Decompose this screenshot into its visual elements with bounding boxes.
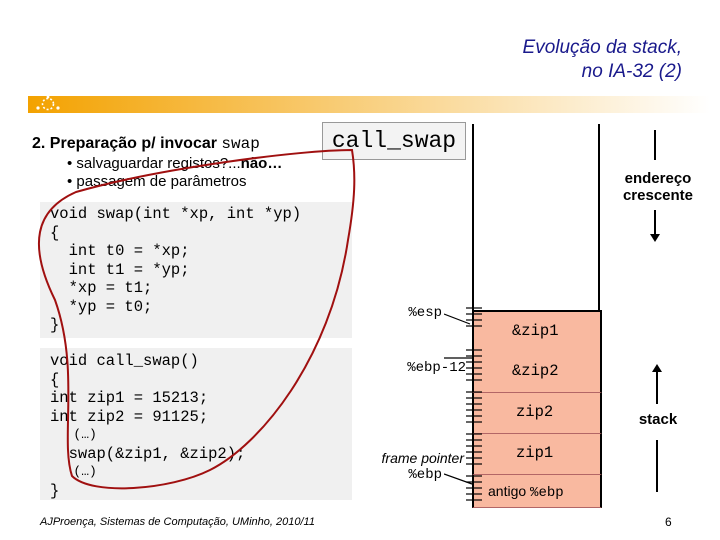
call-swap-label: call_swap xyxy=(322,122,466,160)
code-line: void swap(int *xp, int *yp) xyxy=(50,205,302,223)
slide-title xyxy=(523,36,682,84)
code-line: (…) xyxy=(50,427,97,442)
code-line: { xyxy=(50,370,60,389)
title-line2-paren: (2) xyxy=(658,61,682,82)
code-line: int t1 = *yp; xyxy=(50,260,190,279)
code-block-call-swap xyxy=(40,348,352,500)
bullet-save-registers xyxy=(67,155,282,172)
title-line1: Evolução da stack, xyxy=(522,37,682,58)
bullet-1-text: • salvaguardar registos?... xyxy=(67,155,241,172)
stack-label: stack xyxy=(638,411,678,428)
code-line: int t0 = *xp; xyxy=(50,242,190,260)
stack-growth-arrow-icon xyxy=(647,362,667,502)
title-line2 xyxy=(523,60,682,84)
old-ebp-code: %ebp xyxy=(530,485,564,501)
esp-label: %esp xyxy=(408,305,442,321)
header-banner xyxy=(28,96,710,113)
code-line: (…) xyxy=(50,464,97,479)
code-line: *yp = t0; xyxy=(50,297,153,316)
section-heading-code: swap xyxy=(221,135,260,153)
ebp-label: %ebp xyxy=(408,467,442,483)
address-label-line2: crescente xyxy=(622,187,694,204)
stack-right-border xyxy=(598,124,600,310)
stack-cell-label: &zip2 xyxy=(512,362,559,380)
stack-cell-zip1-addr xyxy=(472,310,602,353)
bullet-parameter-passing xyxy=(67,173,247,190)
bullet-2-text: • passagem de parâmetros xyxy=(67,173,247,190)
address-label xyxy=(608,170,708,204)
stack-cell-label: &zip1 xyxy=(512,322,559,340)
old-ebp-text: antigo xyxy=(488,483,531,499)
stack-cell-label xyxy=(488,483,564,501)
stack-cell-zip2 xyxy=(472,393,602,434)
section-heading-text: 2. Preparação p/ invocar xyxy=(32,135,222,152)
stack-cell-label: zip2 xyxy=(516,403,554,421)
code-line: *xp = t1; xyxy=(50,279,153,297)
code-line: } xyxy=(50,316,60,334)
code-line: int zip2 = 91125; xyxy=(50,407,209,426)
code-line: int zip1 = 15213; xyxy=(50,389,209,407)
code-line: } xyxy=(50,481,60,500)
code-line: { xyxy=(50,223,60,242)
logo-icon xyxy=(34,95,62,113)
bullet-1-bold: não… xyxy=(240,155,283,172)
frame-pointer-label: frame pointer xyxy=(381,450,464,466)
title-line2-text: no IA-32 xyxy=(581,61,659,82)
footer-credits: AJProença, Sistemas de Computação, UMinho, 2010/11 xyxy=(40,516,315,528)
code-block-swap xyxy=(40,202,352,338)
stack-cell-label: zip1 xyxy=(516,444,554,462)
address-label-line1: endereço xyxy=(624,170,692,187)
stack-cell-zip1 xyxy=(472,434,602,475)
esp-arrow-icon xyxy=(444,308,474,328)
code-line: void call_swap() xyxy=(50,352,199,370)
ebp-minus-12-label: %ebp-12 xyxy=(407,360,466,376)
ebp-arrow-icon xyxy=(444,470,474,490)
stack-left-border xyxy=(472,124,474,310)
stack-cell-old-ebp xyxy=(472,475,602,508)
page-number: 6 xyxy=(665,515,672,529)
section-heading xyxy=(32,135,260,153)
ebp-minus-12-arrow-icon xyxy=(444,354,474,364)
code-line: swap(&zip1, &zip2); xyxy=(50,444,246,463)
stack-cell-zip2-addr xyxy=(472,352,602,393)
